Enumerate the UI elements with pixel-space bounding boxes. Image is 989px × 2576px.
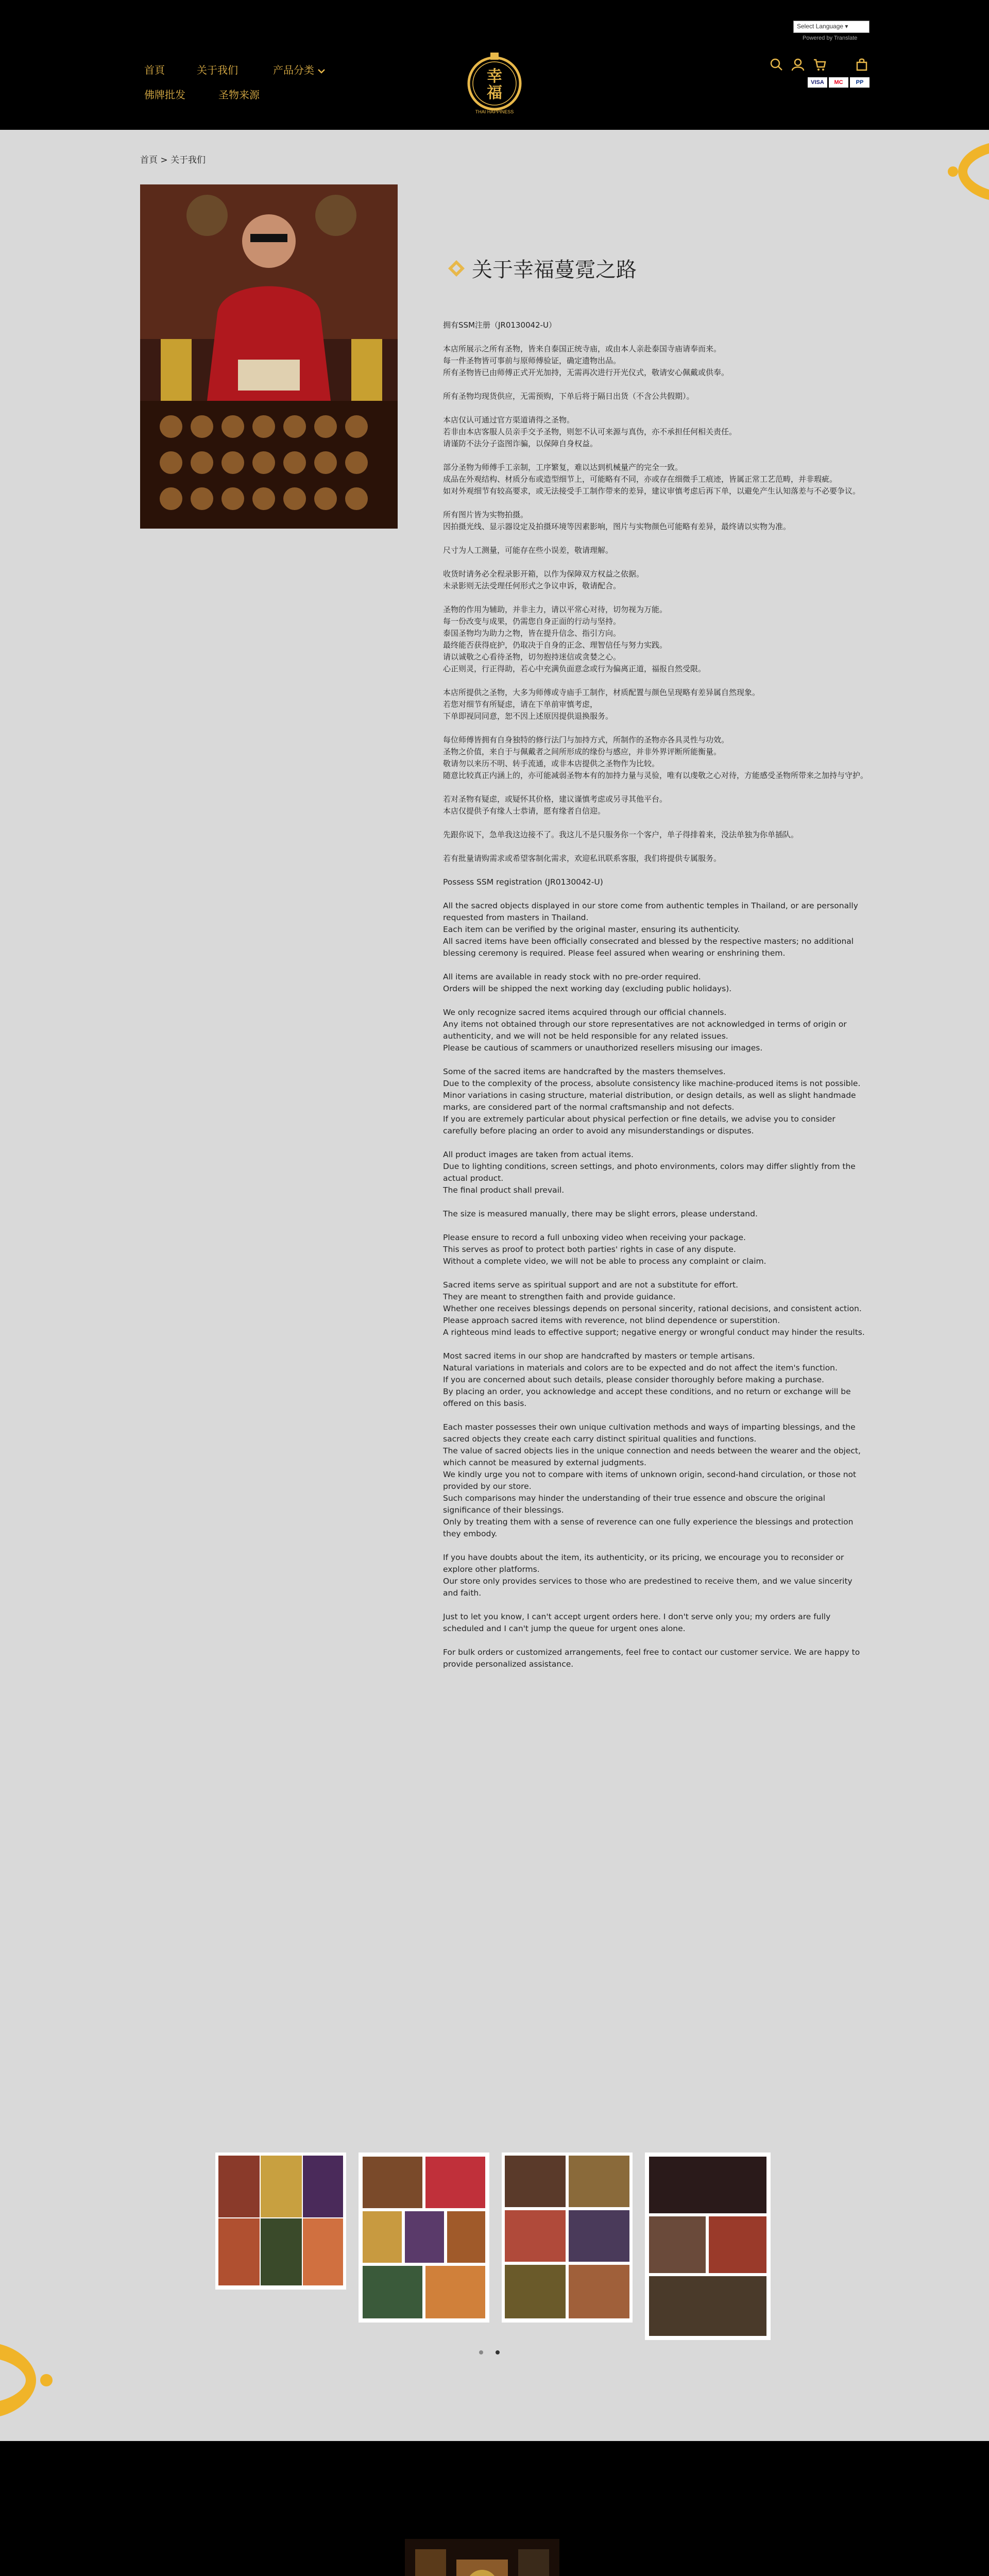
nav-wholesale[interactable]: 佛牌批发 <box>144 89 185 101</box>
about-paragraph-zh: 本店所提供之圣物，大多为师傅或寺庙手工制作，材质配置与颜色呈现略有差异属自然现象。 若您对细节有所疑虑，请在下单前审慎考虑， 下单即视同同意，恕不因上述原因提供退换服务。 <box>443 688 760 721</box>
nav-categories[interactable] <box>273 62 326 77</box>
about-paragraph-zh: 圣物的作用为辅助，并非主力，请以平常心对待，切勿视为万能。 每一份改变与成果，仍需您自身正面的行动与坚持。 泰国圣物均为助力之物，皆在提升信念、指引方向。 最终能否获得庇护，仍取决于自身的正念、理智信任与努力实践。 请以诚敬之心看待圣物，切勿抱持迷信或贪婪之心。 心正则灵，行正得助，若心中充满负面意念或行为偏离正道，福报自然受限。 <box>443 605 706 673</box>
about-paragraph-en: We only recognize sacred items acquired through our official channels. Any items not obtained through our store representatives are not acknowledged in terms of origin or authenticity, and we will not be held responsible for any related issues. Please be cautious of scammers or unauthorized resellers misusing our images. <box>443 1008 847 1053</box>
about-paragraph-zh: 部分圣物为师傅手工亲制，工序繁复，难以达到机械量产的完全一致。 成品在外观结构、材质分布或造型细节上，可能略有不同，亦或存在细微手工痕迹，皆属正常工艺范畴，并非瑕疵。 如对外观细节有较高要求，或无法接受手工制作带来的差异，建议审慎考虑后再下单，以避免产生认知落差与不必要争议。 <box>443 463 861 496</box>
about-paragraph-en: Sacred items serve as spiritual support and are not a substitute for effort. They are meant to strengthen faith and provide guidance. Whether one receives blessings depends on personal sincerity, rational decisions, and consistent action. Please approach sacred items with reverence, not blind dependence or superstition. A righteous mind leads to effective support; negative energy or wrongful conduct may hinder the results. <box>443 1280 865 1337</box>
nav-home[interactable]: 首頁 <box>144 64 165 76</box>
pagination-dot-active[interactable] <box>496 2350 500 2354</box>
breadcrumb-current: 关于我们 <box>170 155 206 165</box>
svg-text:THAI HAPPINESS: THAI HAPPINESS <box>475 109 514 114</box>
mastercard-badge: MC <box>829 77 848 88</box>
user-icon[interactable] <box>791 58 805 71</box>
chevron-down-icon <box>317 68 326 74</box>
about-paragraph-en: All items are available in ready stock with no pre-order required. Orders will be shipped the next working day (excluding public holidays). <box>443 972 732 993</box>
about-paragraph-zh: 所有圣物均现货供应，无需预购，下单后将于隔日出货（不含公共假期）。 <box>443 392 694 401</box>
nav-sources[interactable]: 圣物来源 <box>218 89 260 101</box>
svg-text:幸: 幸 <box>487 67 502 86</box>
breadcrumb <box>140 152 206 165</box>
about-paragraph-en: Most sacred items in our shop are handcrafted by masters or temple artisans. Natural variations in materials and colors are to be expected and do not affect the item's function. If you are concerned about such details, please consider thoroughly before making a purchase. By placing an order, you acknowledge and accept these conditions, and no return or exchange will be offered on this basis. <box>443 1351 851 1408</box>
video-player[interactable] <box>0 2441 989 2576</box>
about-paragraph-en: All product images are taken from actual items. Due to lighting conditions, screen settings, and photo environments, colors may differ slightly from the actual product. The final product shall prevail. <box>443 1150 856 1195</box>
about-paragraph-zh: 所有图片皆为实物拍摄。 因拍摄光线、显示器设定及拍摄环境等因素影响，图片与实物颜色可能略有差异，最终请以实物为准。 <box>443 510 791 531</box>
owner-photo <box>140 184 398 529</box>
bag-icon[interactable] <box>855 58 868 71</box>
cart-icon[interactable] <box>813 58 826 71</box>
language-select-label: Select Language <box>797 23 844 30</box>
site-header <box>0 0 989 130</box>
about-paragraph-zh: 先跟你说下，急单我这边接不了。我这儿不是只服务你一个客户，单子得排着来，没法单独为你单插队。 <box>443 830 799 839</box>
gallery-pagination <box>479 2350 500 2354</box>
visa-badge: VISA <box>808 77 827 88</box>
about-paragraph-en: Just to let you know, I can't accept urgent orders here. I don't serve only you; my orders are fully scheduled and I can't jump the queue for urgent ones alone. <box>443 1612 831 1633</box>
about-paragraph-zh: 每位师傅皆拥有自身独特的修行法门与加持方式，所制作的圣物亦各具灵性与功效。 圣物之价值，来自于与佩戴者之间所形成的缘份与感应，并非外界评断所能衡量。 敬请勿以来历不明、转手流通，或非本店提供之圣物作为比较。 随意比较真正内涵上的，亦可能减弱圣物本有的加持力量与灵验，唯有以虔敬之心对待，方能感受圣物所带来之加持与守护。 <box>443 735 868 780</box>
about-paragraph-en: The size is measured manually, there may be slight errors, please understand. <box>443 1209 758 1218</box>
about-paragraph-zh: 本店所展示之所有圣物，皆来自泰国正统寺庙，或由本人亲赴泰国寺庙请奉而来。 每一件圣物皆可事前与原师傅验证，确定遗物出品。 所有圣物皆已由师傅正式开光加持，无需再次进行开光仪式，敬请安心佩戴或供奉。 <box>443 344 729 377</box>
about-paragraph-en: All the sacred objects displayed in our store come from authentic temples in Thailand, or are personally requested from masters in Thailand. Each item can be verified by the original master, ensuring its authenticity. All sacred items have been officially consecrated and blessed by the respective masters; no additional blessing ceremony is required. Please feel assured when wearing or enshrining them. <box>443 901 858 958</box>
breadcrumb-home[interactable]: 首頁 <box>140 155 158 165</box>
about-heading <box>447 253 637 283</box>
lotus-ornament-left-icon <box>0 2329 67 2432</box>
video-overlay-dots <box>0 2441 989 2576</box>
svg-text:福: 福 <box>487 84 502 102</box>
about-paragraph-zh: 本店仅认可通过官方渠道请得之圣物。 若非由本店客服人员亲手交予圣物，则恕不认可来源与真伪，亦不承担任何相关责任。 请谨防不法分子盗图诈骗，以保障自身权益。 <box>443 415 737 448</box>
about-paragraph-en: Please ensure to record a full unboxing video when receiving your package. This serves as proof to protect both parties' rights in case of any dispute. Without a complete video, we will not be able to process any complaint or claim. <box>443 1233 766 1266</box>
nav-categories-label: 产品分类 <box>273 64 314 76</box>
gallery-image[interactable] <box>502 2153 633 2323</box>
gallery-image[interactable] <box>359 2153 489 2323</box>
about-paragraph-zh: 尺寸为人工测量，可能存在些小误差，敬请理解。 <box>443 546 613 555</box>
nav-about[interactable]: 关于我们 <box>197 64 238 76</box>
breadcrumb-separator: > <box>158 155 171 165</box>
about-paragraph-zh: 若有批量请购需求或希望客制化需求，欢迎私讯联系客服，我们将提供专属服务。 <box>443 854 722 863</box>
search-icon[interactable] <box>770 58 783 71</box>
paypal-badge: PP <box>850 77 869 88</box>
payment-methods <box>808 77 869 88</box>
about-paragraph-en: Possess SSM registration (JR0130042-U) <box>443 877 603 887</box>
about-paragraph-en: Some of the sacred items are handcrafted by the masters themselves. Due to the complexity of the process, absolute consistency like machine-produced items is not possible. Minor variations in casing structure, material distribution, or design details, as well as slight handmade marks, are considered part of the normal craftsmanship and not defects. If you are extremely particular about physical perfection or fine details, we advise you to consider carefully before placing an order to avoid any misunderstandings or disputes. <box>443 1067 861 1136</box>
gallery-image[interactable] <box>215 2153 346 2290</box>
page-title: 关于幸福蔓霓之路 <box>472 258 637 282</box>
site-logo[interactable] <box>458 47 531 120</box>
pagination-dot[interactable] <box>479 2350 483 2354</box>
about-paragraph-en: Each master possesses their own unique cultivation methods and ways of imparting blessings, and the sacred objects they create each carry distinct spiritual qualities and functions. The value of sacred objects lies in the unique connection and needs between the wearer and the object, which cannot be measured by external judgments. We kindly urge you not to compare with items of unknown origin, second-hand circulation, or those not provided by our store. Such comparisons may hinder the understanding of their true essence and obscure the original significance of their blessings. Only by treating them with a sense of reverence can one fully experience the blessings and protection they embody. <box>443 1422 861 1538</box>
lotus-ornament-icon <box>922 133 989 210</box>
gallery-image[interactable] <box>645 2153 771 2340</box>
about-content <box>443 319 868 1682</box>
powered-by-translate: Powered by Translate <box>803 35 858 41</box>
about-paragraph-en: If you have doubts about the item, its authenticity, or its pricing, we encourage you to reconsider or explore other platforms. Our store only provides services to those who are predestined to receive them, and we value sincerity and faith. <box>443 1553 852 1598</box>
language-select[interactable]: Select Language ▾ <box>793 21 869 33</box>
about-paragraph-zh: 拥有SSM注册（JR0130042-U） <box>443 320 557 330</box>
about-paragraph-zh: 若对圣物有疑虑，或疑怀其价格，建议谨慎考虑或另寻其他平台。 本店仅提供予有缘人士恭请，愿有缘者自信迎。 <box>443 794 668 816</box>
about-paragraph-zh: 收货时请务必全程录影开箱，以作为保障双方权益之依据。 未录影则无法受理任何形式之争议申诉，敬请配合。 <box>443 569 644 590</box>
about-paragraph-en: For bulk orders or customized arrangements, feel free to contact our customer service. We are happy to provide personalized assistance. <box>443 1648 860 1669</box>
diamond-icon <box>447 259 466 278</box>
